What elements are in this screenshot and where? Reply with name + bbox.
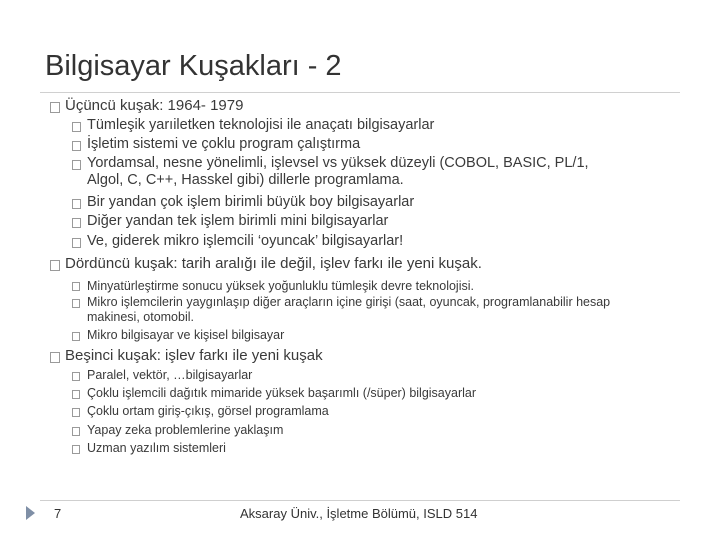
title-divider [40, 92, 680, 93]
sub-item-3-5: Uzman yazılım sistemleri [87, 441, 226, 455]
sub-item-3-4: Yapay zeka problemlerine yaklaşım [87, 423, 284, 437]
sub-item-1-3: Yordamsal, nesne yönelimli, işlevsel vs yüksek düzeyli (COBOL, BASIC, PL/1, [87, 155, 589, 171]
sub-item-3-1: Paralel, vektör, …bilgisayarlar [87, 368, 253, 382]
sub-item-1-1: Tümleşik yarıiletken teknolojisi ile anaçatı bilgisayarlar [87, 117, 435, 133]
sub-item-1-2: İşletim sistemi ve çoklu program çalıştırma [87, 136, 361, 152]
bullet-box-icon [72, 427, 80, 436]
sub-item-3-2: Çoklu işlemcili dağıtık mimaride yüksek başarımlı (/süper) bilgisayarlar [87, 386, 477, 400]
bullet-box-icon [72, 238, 81, 248]
sub-item-2-2-cont: makinesi, otomobil. [87, 310, 194, 324]
sub-item-1-5: Diğer yandan tek işlem birimli mini bilgisayarlar [87, 213, 389, 229]
bullet-1-text: Üçüncü kuşak: 1964- 1979 [65, 97, 244, 114]
bullet-box-icon [72, 299, 80, 308]
slide-title: Bilgisayar Kuşakları - 2 [45, 50, 342, 82]
sub-item-3-3: Çoklu ortam giriş-çıkış, görsel programlama [87, 404, 329, 418]
footer-divider [40, 500, 680, 501]
sub-item-1-6: Ve, giderek mikro işlemcili ‘oyuncak’ bilgisayarlar! [87, 233, 404, 249]
bullet-box-icon [72, 332, 80, 341]
sub-item-2-2: Mikro işlemcilerin yaygınlaşıp diğer araçların içine girişi (saat, oyuncak, programlanabilir hesap [87, 295, 611, 309]
bullet-box-icon [72, 372, 80, 381]
bullet-2-text: Dördüncü kuşak: tarih aralığı ile değil, işlev farkı ile yeni kuşak. [65, 255, 482, 272]
sub-item-2-1: Minyatürleştirme sonucu yüksek yoğunluklu tümleşik devre teknolojisi. [87, 279, 474, 293]
sub-item-1-4: Bir yandan çok işlem birimli büyük boy bilgisayarlar [87, 194, 415, 210]
bullet-box-icon [72, 160, 81, 170]
bullet-box-icon [50, 102, 60, 113]
bullet-box-icon [50, 352, 60, 363]
bullet-box-icon [72, 445, 80, 454]
sub-item-1-3-cont: Algol, C, C++, Hasskel gibi) dillerle programlama. [87, 172, 404, 188]
page-number: 7 [54, 506, 62, 521]
bullet-box-icon [72, 218, 81, 228]
sub-item-2-3: Mikro bilgisayar ve kişisel bilgisayar [87, 328, 285, 342]
bullet-box-icon [72, 141, 81, 151]
bullet-box-icon [72, 199, 81, 209]
bullet-box-icon [72, 282, 80, 291]
bullet-3-text: Beşinci kuşak: işlev farkı ile yeni kuşak [65, 347, 323, 364]
footer-text: Aksaray Üniv., İşletme Bölümü, ISLD 514 [240, 506, 478, 521]
bullet-box-icon [72, 122, 81, 132]
slide-arrow-icon [26, 506, 35, 520]
bullet-box-icon [72, 390, 80, 399]
bullet-box-icon [72, 408, 80, 417]
bullet-box-icon [50, 260, 60, 271]
